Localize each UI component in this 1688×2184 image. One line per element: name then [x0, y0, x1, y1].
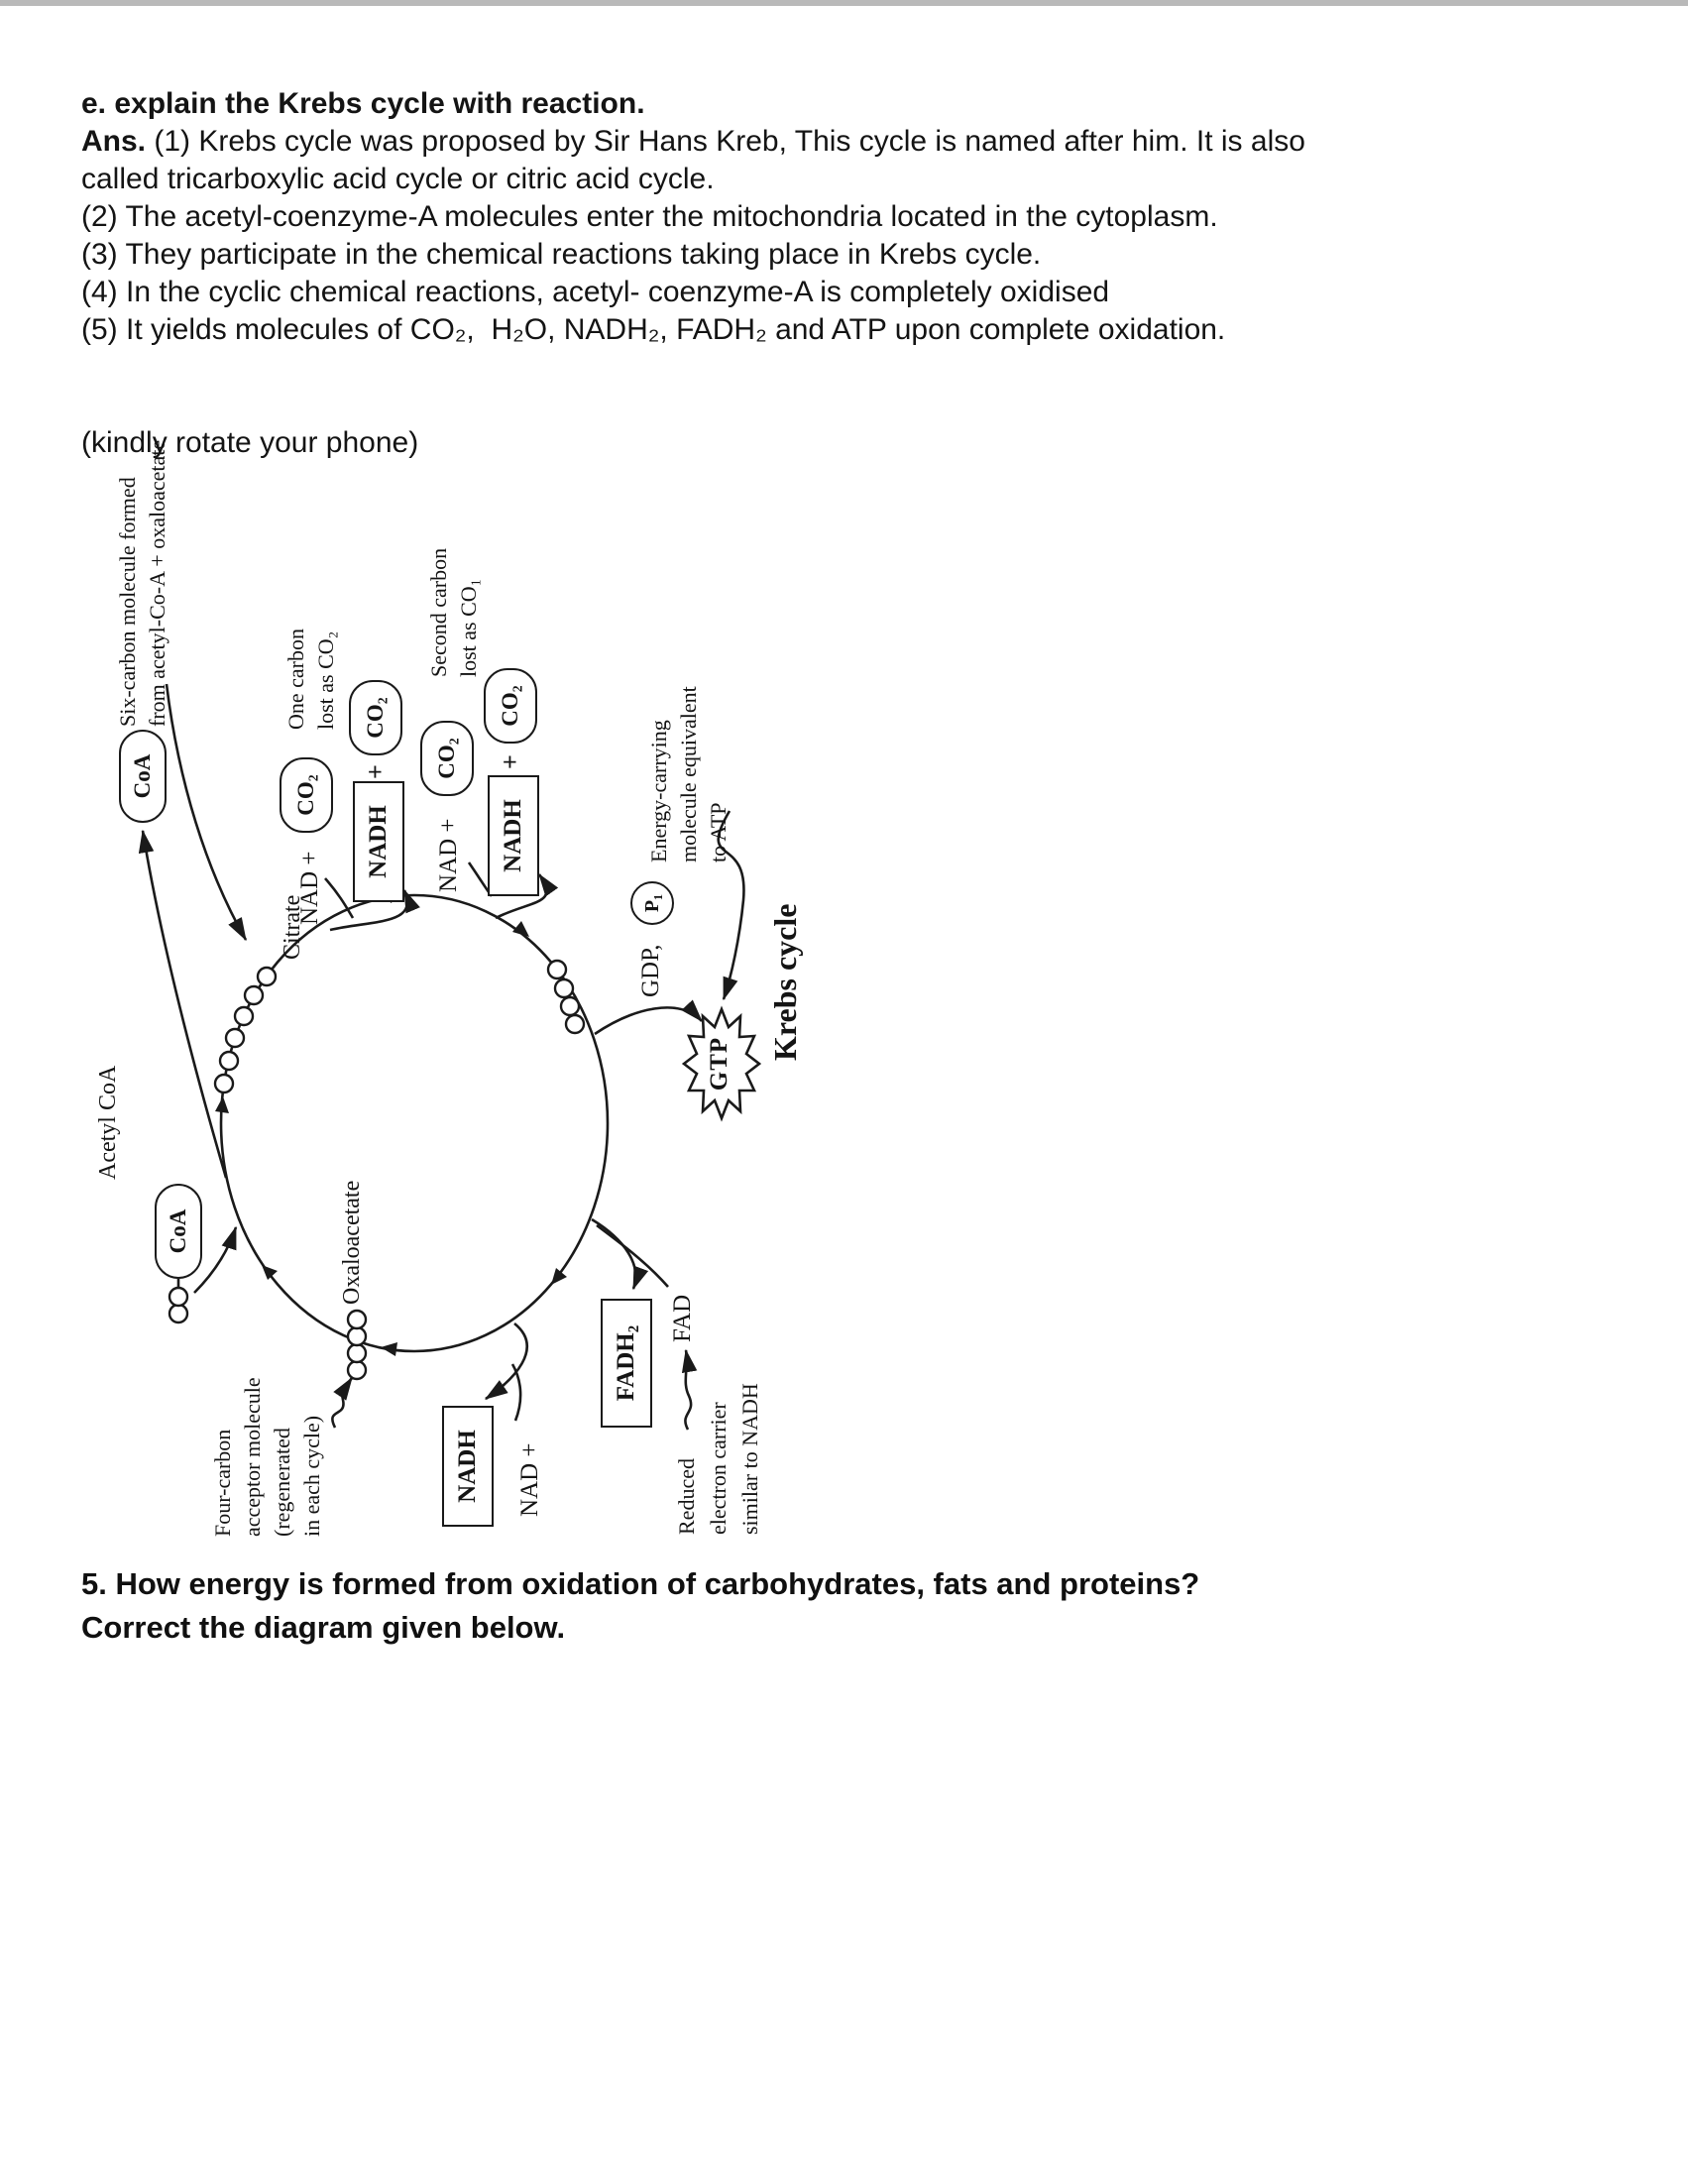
krebs-diagram-canvas [87, 424, 910, 1574]
second-carbon-note-line1: Second carbon [426, 547, 451, 677]
rotate-phone-note: (kindly rotate your phone) [81, 426, 419, 459]
reduced-note-arrow [685, 1350, 691, 1430]
answer-line-2: called tricarboxylic acid cycle or citric acid cycle. [81, 163, 715, 195]
cycle-arrowhead-topleft [262, 1265, 278, 1280]
plus-2: + [496, 754, 524, 769]
six-carbon-note-arrow [167, 684, 246, 940]
six-carbon-note-line2: from acetyl-Co-A + oxaloacetate [145, 439, 169, 727]
question-5 [81, 1562, 1568, 1650]
energy-note-line3: to ATP [706, 802, 731, 862]
answer-line-1 [81, 123, 1642, 161]
fad-label: FAD [669, 1294, 696, 1342]
nad3-tail [512, 1364, 520, 1421]
reduced-note-line1: Reduced [674, 1458, 699, 1535]
oxaloacetate-label: Oxaloacetate [339, 1180, 365, 1305]
six-carbon-note-line1: Six-carbon molecule formed [115, 477, 140, 727]
fadh2-fork-arrow [592, 1219, 635, 1289]
oxaloacetate-carbons [348, 1311, 366, 1379]
reduced-note-line2: electron carrier [706, 1402, 731, 1535]
fadh2-box: FADH₂ [601, 1299, 652, 1428]
answer-block [81, 85, 1642, 349]
four-carbon-note-line3: (regenerated [270, 1428, 294, 1537]
question-e-heading: e. explain the Krebs cycle with reaction. [81, 87, 645, 120]
pi-circle: P₁ [630, 881, 674, 925]
citrate-label: Citrate [280, 894, 305, 960]
cycle-arrowhead-top [215, 1096, 229, 1113]
second-carbon-note-line2: lost as CO₁ [456, 578, 481, 677]
four-carbon-carbons [548, 961, 584, 1033]
krebs-cycle-title: Krebs cycle [767, 903, 803, 1061]
acetyl-coa-label: Acetyl CoA [95, 1065, 121, 1180]
nadh3-box: NADH [442, 1406, 494, 1527]
nad1-label: NAD + [296, 851, 323, 925]
four-carbon-note-arrow [332, 1378, 352, 1428]
coa-release-arrow [143, 831, 226, 1178]
answer-line-6: (5) It yields molecules of CO₂, H₂O, NADH₂, FADH₂ and ATP upon complete oxidation. [81, 313, 1226, 346]
energy-note-line2: molecule equivalent [676, 686, 701, 862]
four-carbon-note-line1: Four-carbon [210, 1429, 235, 1537]
plus-1: + [361, 764, 390, 779]
scan-edge [0, 0, 1688, 6]
co2-pill-1b: CO₂ [349, 680, 402, 755]
answer-line-4: (3) They participate in the chemical reactions taking place in Krebs cycle. [81, 238, 1042, 271]
nadh2-box: NADH [488, 775, 539, 896]
co2-pill-2b: CO₂ [484, 668, 537, 744]
nad3-label: NAD + [516, 1442, 543, 1517]
gtp-fork-arrow [595, 1007, 702, 1034]
question-5-line2: Correct the diagram given below. [81, 1610, 566, 1645]
answer-line-3: (2) The acetyl-coenzyme-A molecules enter the mitochondria located in the cytoplasm. [81, 200, 1218, 233]
nadh1-box: NADH [353, 781, 404, 902]
cycle-arrowhead-bottomleft [551, 1268, 567, 1285]
ans-line-rest: (1) Krebs cycle was proposed by Sir Hans Kreb, This cycle is named after him. It is also [146, 125, 1305, 158]
four-carbon-note-line4: in each cycle) [299, 1415, 324, 1537]
nad2-label: NAD + [435, 818, 462, 892]
one-carbon-note-line2: lost as CO₂ [313, 631, 338, 730]
co2-pill-2a: CO₂ [420, 721, 474, 796]
energy-note-line1: Energy-carrying [646, 720, 671, 862]
gdp-label: GDP, [637, 944, 664, 997]
krebs-diagram [87, 424, 912, 1576]
gtp-label: GTP [706, 1036, 732, 1092]
acetyl-carbons [169, 1288, 187, 1322]
reduced-note-line3: similar to NADH [737, 1383, 762, 1535]
four-carbon-note-line2: acceptor molecule [240, 1377, 265, 1537]
ans-label: Ans. [81, 125, 147, 158]
fad-tail [597, 1225, 668, 1287]
citrate-carbons [215, 968, 276, 1092]
answer-line-5: (4) In the cyclic chemical reactions, acetyl- coenzyme-A is completely oxidised [81, 276, 1110, 308]
co2-pill-1a: CO₂ [280, 757, 333, 833]
acetyl-coa-pill: CoA [155, 1184, 202, 1279]
one-carbon-note-line1: One carbon [283, 628, 308, 730]
question-5-line1: 5. How energy is formed from oxidation of carbohydrates, fats and proteins? [81, 1566, 1200, 1601]
released-coa-pill: CoA [119, 730, 167, 823]
